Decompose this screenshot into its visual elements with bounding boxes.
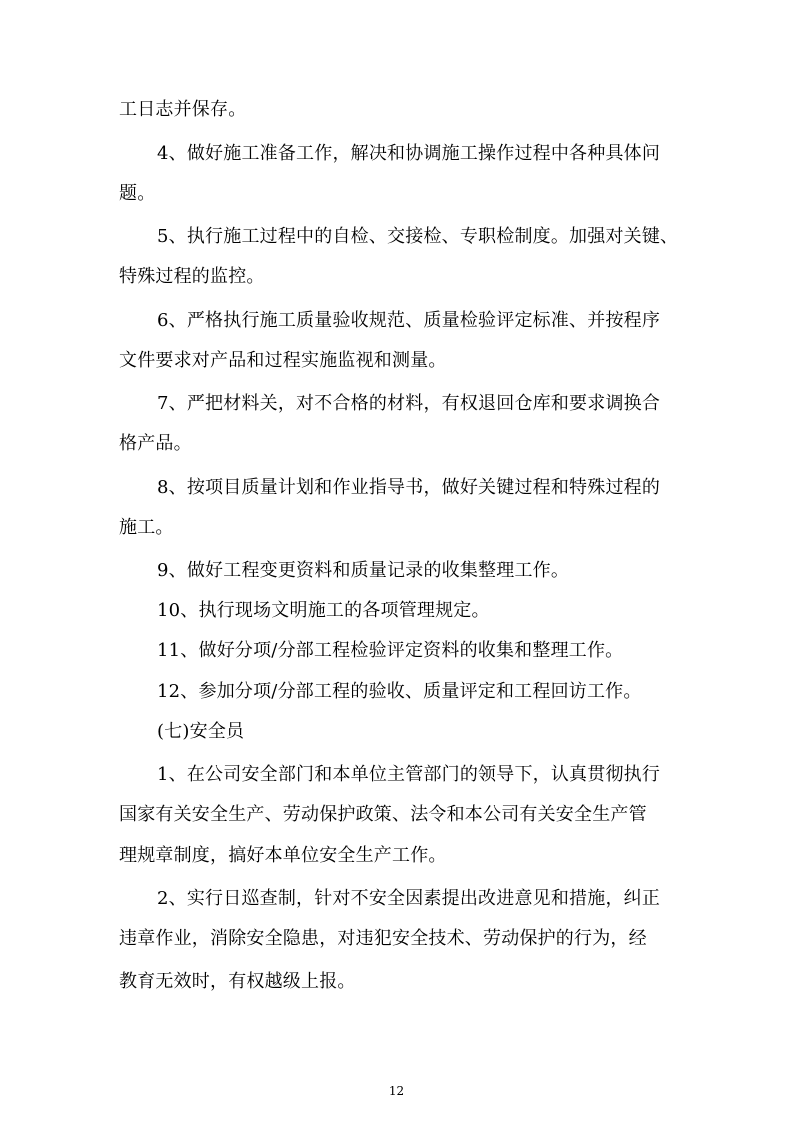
text-line: 11、做好分项/分部工程检验评定资料的收集和整理工作。: [157, 640, 624, 661]
text-line: 工日志并保存。: [119, 99, 247, 120]
text-line: 4、做好施工准备工作，解决和协调施工操作过程中各种具体问: [157, 143, 661, 164]
text-line: 格产品。: [119, 433, 192, 454]
text-line: 2、实行日巡查制，针对不安全因素提出改进意见和措施，纠正: [157, 888, 661, 909]
text-line: 5、执行施工过程中的自检、交接检、专职检制度。加强对关键、: [157, 226, 679, 247]
text-line: 6、严格执行施工质量验收规范、质量检验评定标准、并按程序: [157, 310, 661, 331]
text-line: 施工。: [119, 517, 174, 538]
text-line: 12、参加分项/分部工程的验收、质量评定和工程回访工作。: [157, 681, 642, 702]
text-line: 8、按项目质量计划和作业指导书，做好关键过程和特殊过程的: [157, 477, 661, 498]
text-line: 题。: [119, 183, 156, 204]
text-line: 教育无效时，有权越级上报。: [119, 971, 356, 992]
text-line: 7、严把材料关，对不合格的材料，有权退回仓库和要求调换合: [157, 393, 661, 414]
text-line: 10、执行现场文明施工的各项管理规定。: [157, 600, 490, 621]
text-line: 国家有关安全生产、劳动保护政策、法令和本公司有关安全生产管: [119, 804, 647, 825]
text-line: 特殊过程的监控。: [119, 266, 265, 287]
section-heading: (七)安全员: [157, 721, 245, 742]
page-number: 12: [388, 1084, 405, 1098]
text-line: 违章作业，消除安全隐患，对违犯安全技术、劳动保护的行为，经: [119, 928, 647, 949]
text-line: 理规章制度，搞好本单位安全生产工作。: [119, 845, 447, 866]
text-line: 9、做好工程变更资料和质量记录的收集整理工作。: [157, 560, 570, 581]
text-line: 1、在公司安全部门和本单位主管部门的领导下，认真贯彻执行: [157, 764, 661, 785]
text-line: 文件要求对产品和过程实施监视和测量。: [119, 350, 447, 371]
